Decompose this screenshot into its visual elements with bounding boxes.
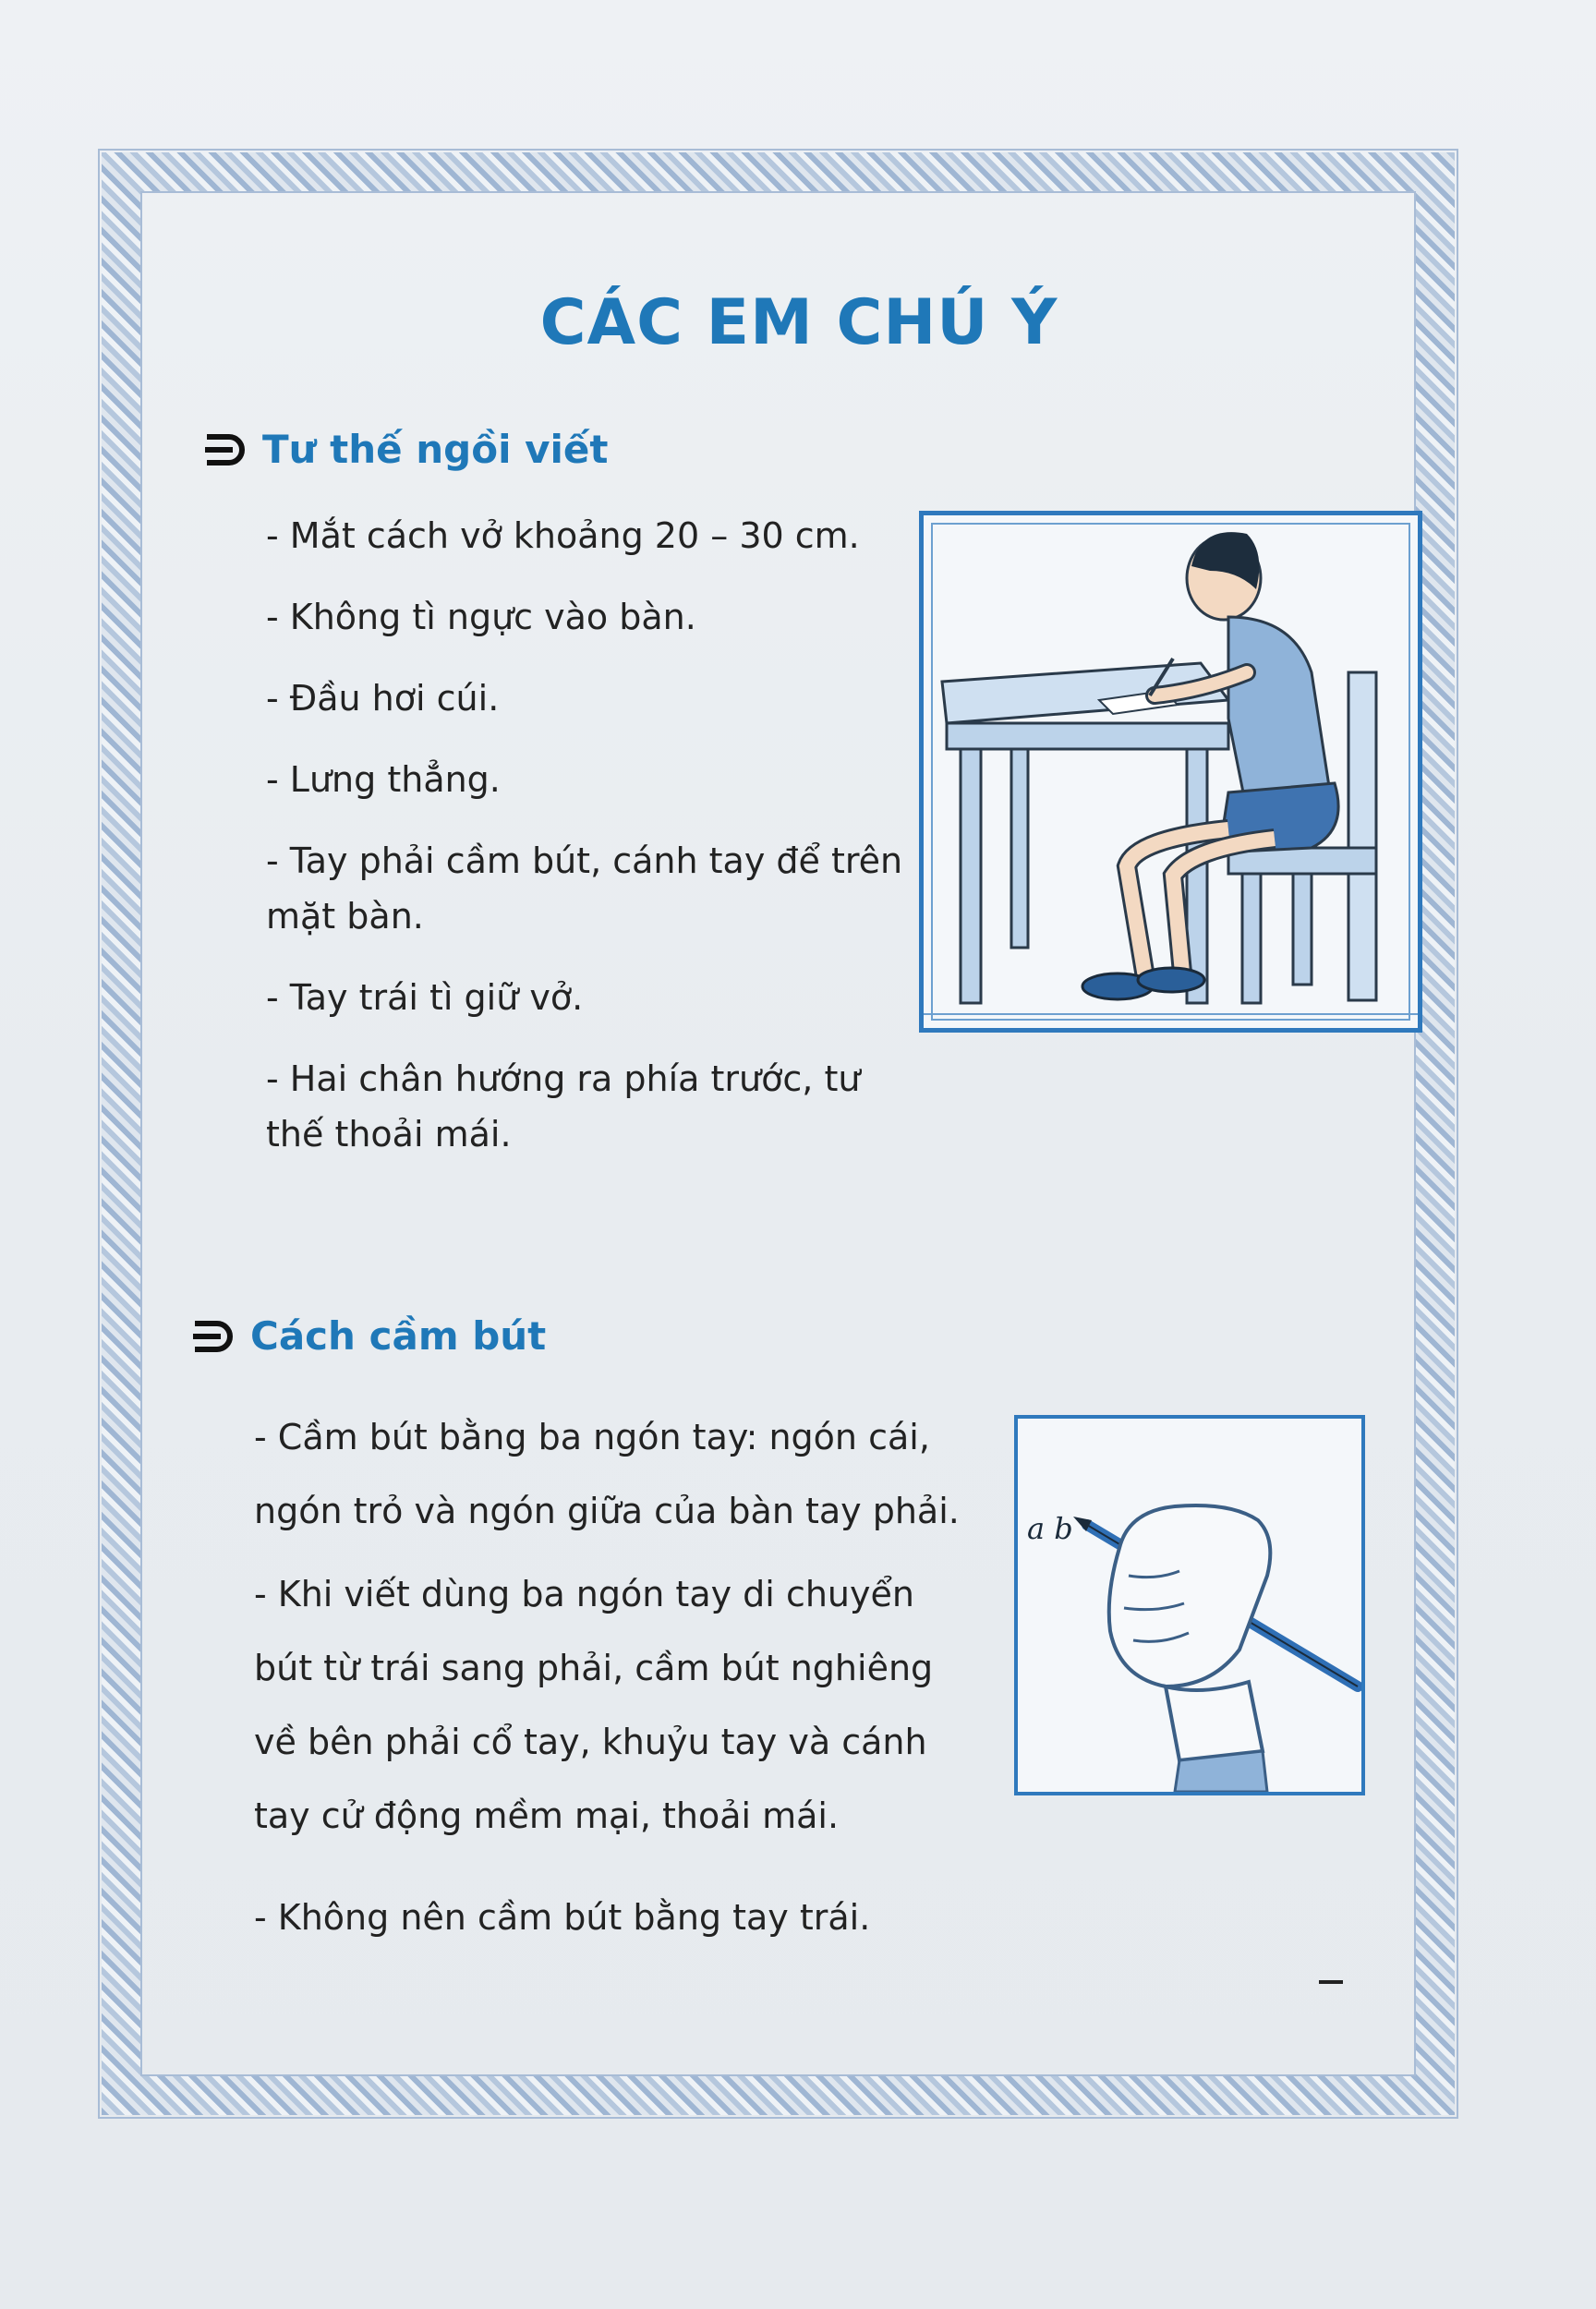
page-title: CÁC EM CHÚ Ý: [539, 286, 1058, 359]
handwriting-sample-text: a b: [1027, 1511, 1073, 1546]
section-heading-label: Cách cầm bút: [250, 1313, 547, 1359]
list-item: - Hai chân hướng ra phía trước, tư thế thoải mái.: [266, 1058, 861, 1154]
section-heading-pen-holding: [189, 1313, 546, 1359]
dash-mark: [1319, 1980, 1343, 1984]
sitting-posture-list: [266, 508, 903, 1188]
list-item: - Khi viết dùng ba ngón tay di chuyển bút từ trái sang phải, cầm bút nghiêng về bên phải cổ tay, khuỷu tay và cánh tay cử động mềm mại, thoải mái.: [254, 1574, 934, 1836]
list-item: - Đầu hơi cúi.: [266, 678, 500, 719]
arrow-right-icon: [189, 1316, 237, 1357]
section-heading-label: Tư thế ngồi viết: [262, 427, 609, 472]
pen-holding-illustration: [1014, 1415, 1365, 1795]
list-item: - Cầm bút bằng ba ngón tay: ngón cái, ngón trỏ và ngón giữa của bàn tay phải.: [254, 1417, 960, 1531]
list-item: - Không tì ngực vào bàn.: [266, 597, 696, 637]
list-item: - Tay phải cầm bút, cánh tay để trên mặt bàn.: [266, 840, 903, 937]
list-item: - Lưng thẳng.: [266, 759, 501, 800]
section-heading-sitting-posture: [201, 427, 608, 472]
arrow-right-icon: [201, 429, 249, 470]
student-writing-picture: [924, 515, 1418, 1028]
hand-holding-pen-picture: [1018, 1419, 1361, 1792]
list-item: - Mắt cách vở khoảng 20 – 30 cm.: [266, 515, 860, 556]
pen-holding-list: [254, 1400, 984, 1980]
list-item: - Tay trái tì giữ vở.: [266, 977, 584, 1018]
list-item: - Không nên cầm bút bằng tay trái.: [254, 1897, 871, 1938]
sitting-posture-illustration: [919, 511, 1422, 1033]
